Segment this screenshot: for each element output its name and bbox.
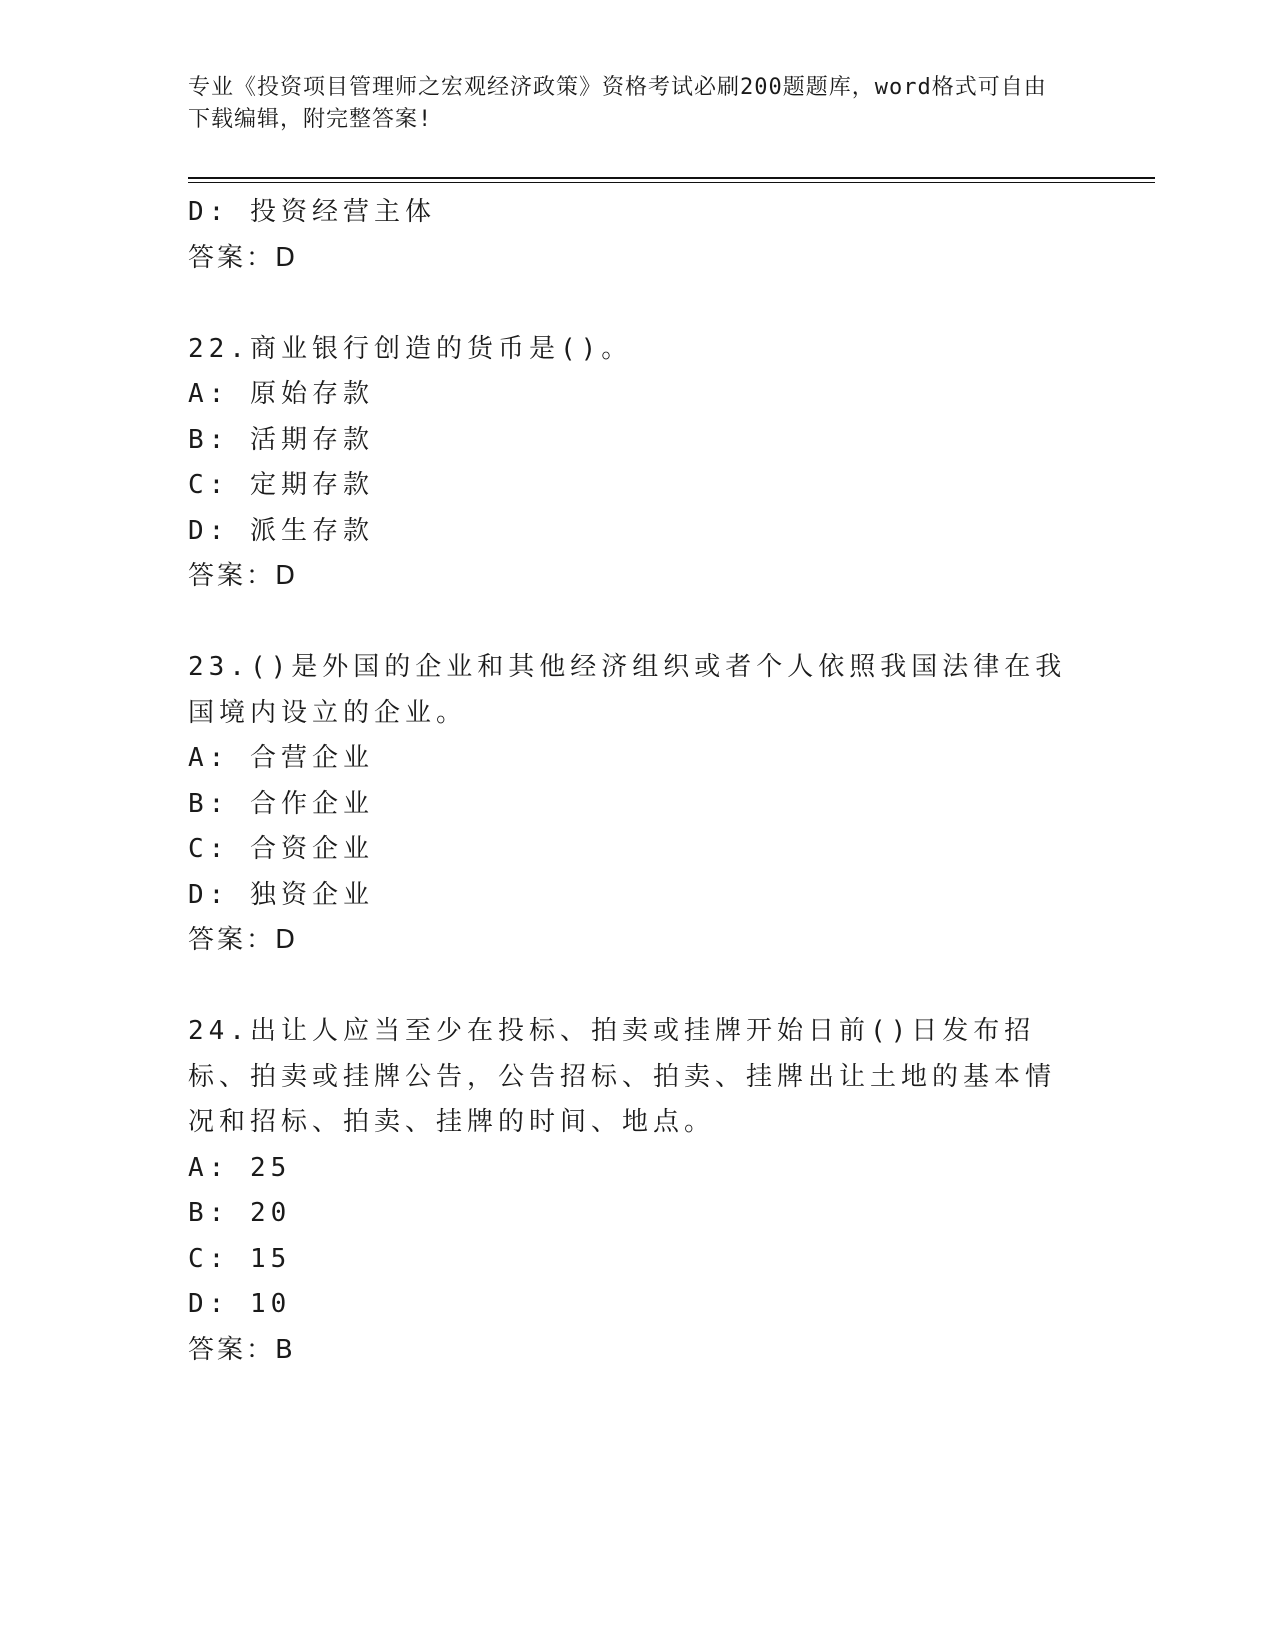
option-b: B: 合作企业 [188,788,374,819]
option-b: B: 活期存款 [188,424,374,455]
prev-option-d: D: 投资经营主体 [188,197,436,227]
page-header: 专业《投资项目管理师之宏观经济政策》资格考试必刷200题题库，word格式可自由下载编辑，附完整答案! [188,75,1047,132]
option-d: D: 独资企业 [188,879,374,910]
option-c: C: 15 [188,1243,292,1274]
header-rule-thin [188,182,1155,183]
option-a: A: 25 [188,1152,292,1183]
option-c: C: 定期存款 [188,470,374,500]
option-b: B: 20 [188,1198,292,1228]
option-c: C: 合资企业 [188,834,374,864]
header-rule-thick [188,177,1155,179]
option-d: D: 派生存款 [188,515,374,546]
spacer [188,281,1088,327]
question-text: 23.()是外国的企业和其他经济组织或者个人依照我国法律在我国境内设立的企业。 [188,652,1067,728]
option-a: A: 原始存款 [188,379,374,409]
option-a: A: 合营企业 [188,743,374,773]
question-23 [188,645,1088,964]
question-content [188,190,1088,1373]
question-22 [188,327,1088,600]
answer: 答案：B [188,1334,296,1365]
spacer [188,600,1088,646]
question-text: 22.商业银行创造的货币是()。 [188,333,633,364]
question-text: 24.出让人应当至少在投标、拍卖或挂牌开始日前()日发布招标、拍卖或挂牌公告，公告招标、拍卖、挂牌出让土地的基本情况和招标、拍卖、挂牌的时间、地点。 [188,1016,1057,1137]
answer: 答案：D [188,561,299,591]
question-24 [188,1009,1088,1373]
option-d: D: 10 [188,1289,292,1319]
spacer [188,964,1088,1010]
answer: 答案：D [188,925,299,955]
prev-answer: 答案：D [188,242,299,273]
